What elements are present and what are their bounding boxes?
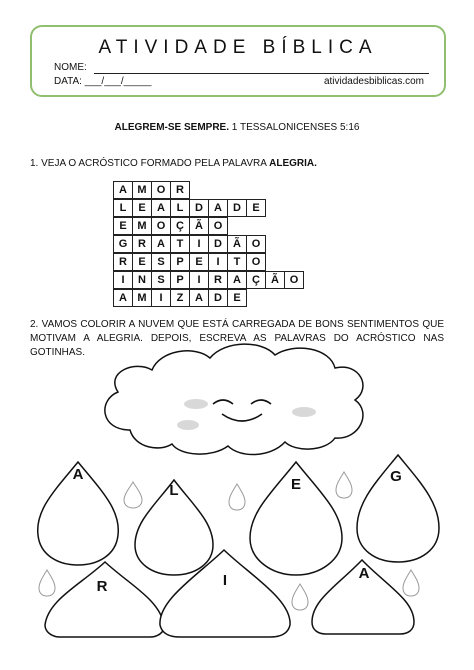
raindrop-3-letter: E <box>290 476 301 493</box>
raindrop-1-letter: A <box>72 466 84 483</box>
acrostic-cell: R <box>208 271 228 289</box>
acrostic-cell: D <box>189 199 209 217</box>
acrostic-cell: D <box>227 199 247 217</box>
acrostic-cell: O <box>151 181 171 199</box>
raindrop-5-letter: R <box>96 578 108 595</box>
acrostic-cell: O <box>246 235 266 253</box>
acrostic-key-cell: G <box>113 235 133 253</box>
acrostic-key-cell: R <box>113 253 133 271</box>
acrostic-cell: A <box>208 199 228 217</box>
raindrop-2-letter: L <box>169 482 179 499</box>
small-drop-3 <box>336 472 352 498</box>
small-drop-1 <box>124 482 142 508</box>
cloud[interactable] <box>105 344 363 454</box>
cloud-cheek-right <box>292 407 316 417</box>
acrostic-cell: I <box>151 289 171 307</box>
acrostic-cell: Ç <box>170 217 190 235</box>
raindrop-4-letter: G <box>390 468 402 485</box>
acrostic-cell: Ç <box>246 271 266 289</box>
acrostic-cell: E <box>189 253 209 271</box>
acrostic-cell: E <box>132 253 152 271</box>
acrostic-cell: O <box>284 271 304 289</box>
acrostic-cell: D <box>208 235 228 253</box>
acrostic-cell: O <box>208 217 228 235</box>
name-label: NOME: <box>54 62 87 73</box>
acrostic-key-cell: E <box>113 217 133 235</box>
acrostic-cell: I <box>208 253 228 271</box>
acrostic-cell: M <box>132 181 152 199</box>
acrostic-cell: Z <box>170 289 190 307</box>
acrostic-cell: M <box>132 217 152 235</box>
acrostic-cell: Ã <box>227 235 247 253</box>
acrostic-cell: A <box>151 235 171 253</box>
acrostic-cell: E <box>227 289 247 307</box>
acrostic-cell: S <box>151 271 171 289</box>
cloud-cheek-left <box>184 399 208 409</box>
question-1-keyword: ALEGRIA. <box>269 158 317 169</box>
acrostic-cell: I <box>189 235 209 253</box>
question-2: 2. VAMOS COLORIR A NUVEM QUE ESTÁ CARREGADA DE BONS SENTIMENTOS QUE MOTIVAM A ALEGRIA. DEPOIS, ESCREVA AS PALAVRAS DO ACRÓSTICO NAS GOTINHAS. <box>30 319 444 358</box>
small-drop-2 <box>229 484 245 510</box>
acrostic-cell: R <box>132 235 152 253</box>
acrostic-cell: M <box>132 289 152 307</box>
acrostic-cell: L <box>170 199 190 217</box>
site-label: atividadesbiblicas.com <box>323 76 424 87</box>
verse-reference: 1 TESSALONICENSES 5:16 <box>231 122 360 133</box>
acrostic-cell: T <box>170 235 190 253</box>
small-drop-5 <box>292 584 308 610</box>
acrostic-cell: I <box>189 271 209 289</box>
acrostic-cell: E <box>132 199 152 217</box>
verse-text: ALEGREM-SE SEMPRE. <box>114 122 230 133</box>
raindrop-7-letter: A <box>358 565 370 582</box>
acrostic-key-cell: I <box>113 271 133 289</box>
acrostic-cell: A <box>189 289 209 307</box>
acrostic-cell: P <box>170 253 190 271</box>
acrostic-cell: E <box>246 199 266 217</box>
acrostic-cell: D <box>208 289 228 307</box>
acrostic-key-cell: L <box>113 199 133 217</box>
small-drop-4 <box>39 570 55 596</box>
raindrop-6-letter: I <box>222 572 228 589</box>
acrostic-cell: O <box>246 253 266 271</box>
raindrop-5[interactable] <box>45 562 164 637</box>
cloud-shadow <box>177 420 199 430</box>
acrostic-cell: Ã <box>189 217 209 235</box>
acrostic-key-cell: A <box>113 181 133 199</box>
acrostic-cell: R <box>170 181 190 199</box>
question-1-text: 1. VEJA O ACRÓSTICO FORMADO PELA PALAVRA <box>30 158 270 169</box>
small-drop-6 <box>403 570 419 596</box>
acrostic-cell: Ã <box>265 271 285 289</box>
acrostic-key-cell: A <box>113 289 133 307</box>
acrostic-cell: P <box>170 271 190 289</box>
acrostic-cell: T <box>227 253 247 271</box>
acrostic-cell: A <box>151 199 171 217</box>
acrostic-cell: S <box>151 253 171 271</box>
acrostic-cell: O <box>151 217 171 235</box>
page-title: ATIVIDADE BÍBLICA <box>98 37 378 58</box>
acrostic-cell: N <box>132 271 152 289</box>
date-field[interactable]: DATA: ___/___/_____ <box>54 76 152 87</box>
acrostic-cell: A <box>227 271 247 289</box>
